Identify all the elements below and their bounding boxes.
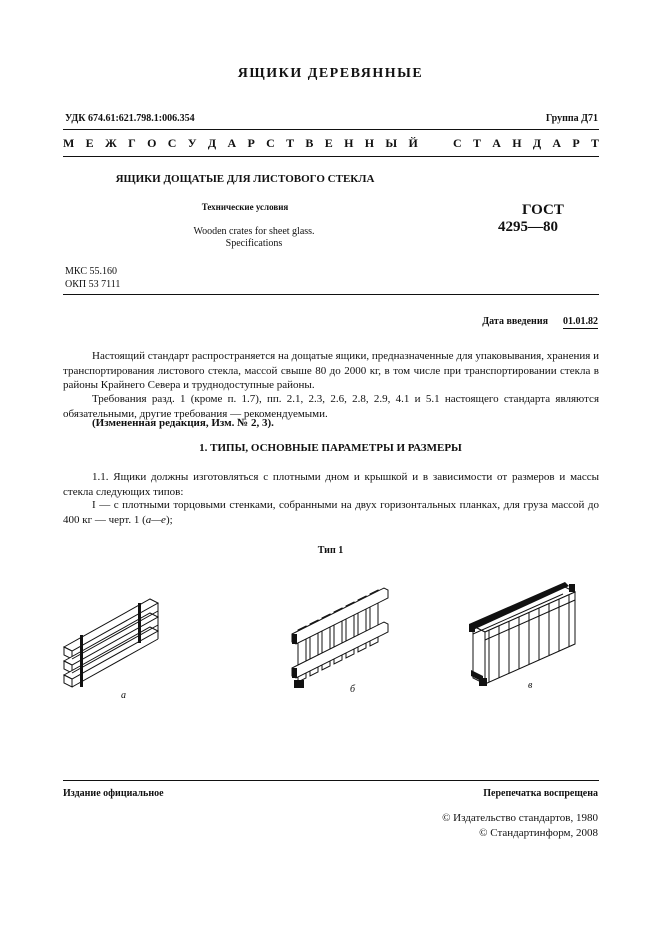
- standard-word: [453, 136, 599, 151]
- standard-letter: Р: [572, 136, 580, 150]
- interstate-letter: Й: [408, 136, 418, 150]
- paragraph-1-1: 1.1. Ящики должны изготовляться с плотными дном и крышкой и в зависимости от размеров и массы стекла следующих типов:: [63, 471, 599, 498]
- paragraph-scope: Настоящий стандарт распространяется на дощатые ящики, предназначенные для упаковывания, хранения и транспортирования листового стекла, массой свыше 80 до 2000 кг, в том числе при транспортировании стекла в районы Крайнего Севера и труднодоступные районы.: [63, 350, 599, 391]
- okp-code: ОКП 53 7111: [65, 279, 121, 290]
- date-label: Дата введения: [482, 316, 548, 327]
- interstate-letter: С: [266, 136, 275, 150]
- crate-drawing-b: [288, 578, 393, 696]
- official-edition-note: Издание официальное: [63, 788, 164, 799]
- interstate-letter: Т: [286, 136, 295, 150]
- crate-drawing-a: [60, 585, 170, 700]
- interstate-letter: М: [63, 136, 75, 150]
- date-value: 01.01.82: [563, 316, 598, 327]
- document-subtitle: Технические условия: [201, 202, 289, 212]
- interstate-letter: В: [305, 136, 314, 150]
- section-title: 1. ТИПЫ, ОСНОВНЫЕ ПАРАМЕТРЫ И РАЗМЕРЫ: [199, 442, 462, 454]
- interstate-letter: А: [227, 136, 237, 150]
- udk-code: УДК 674.61:621.798.1:006.354: [65, 113, 195, 124]
- standard-letter: С: [453, 136, 462, 150]
- figure-label-a: а: [121, 690, 126, 701]
- standard-letter: Т: [590, 136, 599, 150]
- standard-letter: А: [492, 136, 501, 150]
- interstate-letter: Ы: [385, 136, 398, 150]
- crate-drawing-c: [465, 578, 580, 690]
- interstate-letter: С: [167, 136, 177, 150]
- copyright-line-1: © Издательство стандартов, 1980: [442, 812, 598, 824]
- interstate-letter: Е: [85, 136, 94, 150]
- standard-letter: Т: [472, 136, 481, 150]
- figure-caption: Тип 1: [317, 545, 344, 556]
- interstate-letter: У: [187, 136, 197, 150]
- interstate-letter: Г: [128, 136, 136, 150]
- document-title: ЯЩИКИ ДОЩАТЫЕ ДЛЯ ЛИСТОВОГО СТЕКЛА: [115, 173, 375, 185]
- document-series-title: ЯЩИКИ ДЕРЕВЯННЫЕ: [237, 66, 424, 81]
- gost-label: ГОСТ: [522, 202, 564, 218]
- interstate-letter: О: [147, 136, 157, 150]
- paragraph-type-1: [63, 498, 599, 527]
- english-title-line1: Wooden crates for sheet glass.: [193, 226, 315, 237]
- interstate-letter: Н: [364, 136, 375, 150]
- standard-letter: Н: [512, 136, 522, 150]
- reprint-prohibited-note: Перепечатка воспрещена: [483, 788, 598, 799]
- type-1-end: );: [165, 513, 173, 526]
- interstate-letter: Р: [247, 136, 255, 150]
- figure-label-b: б: [350, 684, 356, 695]
- interstate-letter: Е: [324, 136, 333, 150]
- standard-letter: Д: [532, 136, 542, 150]
- top-divider: [63, 129, 599, 130]
- type-1-italic: а—е: [145, 513, 166, 526]
- interstate-standard-banner: [63, 136, 599, 151]
- paragraph-revision-note: (Измененная редакция, Изм. № 2, 3).: [92, 417, 274, 429]
- english-title-line2: Specifications: [225, 238, 283, 249]
- figure-label-c: в: [528, 680, 533, 691]
- interstate-letter: Ж: [104, 136, 117, 150]
- group-code: Группа Д71: [545, 113, 598, 124]
- meta-divider: [63, 294, 599, 295]
- interstate-letter: Н: [344, 136, 354, 150]
- gost-number: 4295—80: [498, 219, 558, 235]
- paragraph-requirements: Требования разд. 1 (кроме п. 1.7), пп. 2.1, 2.3, 2.6, 2.8, 2.9, 4.1 и 5.1 настоящего стандарта являются обязательными, другие требования — рекомендуемыми.: [63, 393, 599, 420]
- interstate-word: [63, 136, 418, 151]
- standard-letter: А: [552, 136, 562, 150]
- banner-divider: [63, 156, 599, 157]
- mks-code: МКС 55.160: [65, 266, 117, 277]
- crate-a-boards: [64, 599, 158, 687]
- type-1-text: I — с плотными торцовыми стенками, собранными на двух горизонтальных планках, для груза массой до 400 кг — черт. 1 (: [63, 499, 599, 526]
- footer-divider: [63, 780, 599, 781]
- interstate-letter: Д: [207, 136, 217, 150]
- copyright-line-2: © Стандартинформ, 2008: [479, 827, 598, 839]
